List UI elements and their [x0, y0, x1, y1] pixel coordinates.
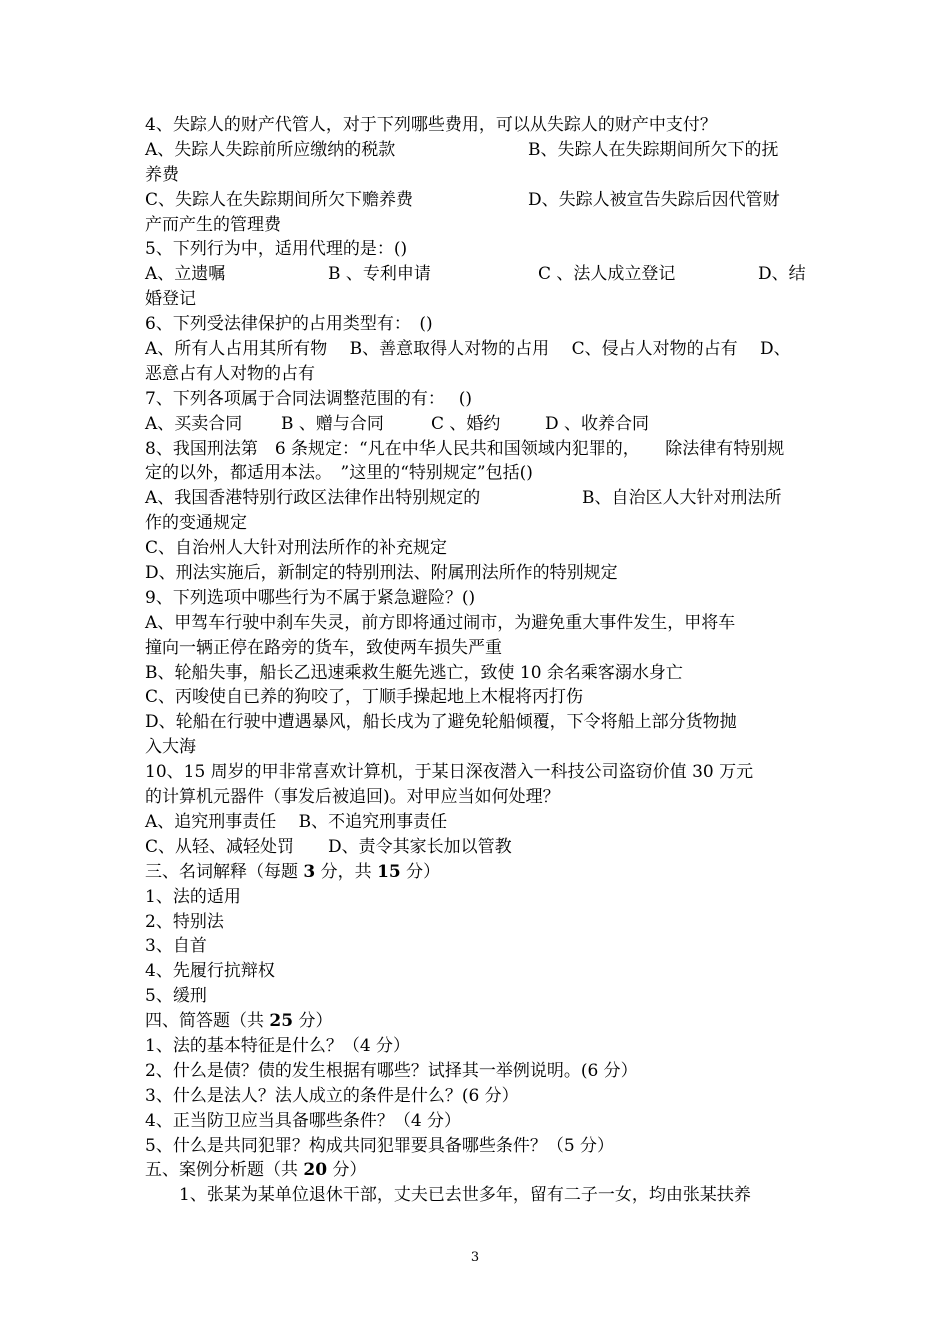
question-4-option-a: A、失踪人失踪前所应缴纳的税款 — [145, 139, 396, 160]
question-5-option-a: A、立遗嘱 — [145, 264, 226, 285]
question-7-option-c: C 、婚约 — [431, 413, 501, 434]
question-9-option-a-line1: A、甲驾车行驶中刹车失灵，前方即将通过闹市，为避免重大事件发生，甲将车 — [145, 612, 736, 633]
question-4-options-ab — [145, 138, 810, 163]
question-4-option-d: D、失踪人被宣告失踪后因代管财 — [528, 189, 780, 210]
question-6-options-line2: 恶意占有人对物的占有 — [145, 363, 315, 384]
question-9-option-d-line1: D、轮船在行驶中遭遇暴风，船长戌为了避免轮船倾覆，下令将船上部分货物抛 — [145, 712, 737, 733]
section-5-points-total: 20 — [303, 1160, 328, 1181]
question-9-option-c: C、丙唆使自已养的狗咬了，丁顺手操起地上木棍将丙打伤 — [145, 687, 584, 708]
question-10-stem-line1: 10、15 周岁的甲非常喜欢计算机，于某日深夜潜入一科技公司盗窃价值 30 万元 — [145, 762, 754, 783]
question-8-option-a: A、我国香港特别行政区法律作出特别规定的 — [145, 488, 481, 509]
section-3-item-4: 4、先履行抗辩权 — [145, 961, 275, 982]
question-5-option-d-cont: 婚登记 — [145, 289, 196, 310]
section-4-item-2: 2、什么是债？债的发生根据有哪些？试择其一举例说明。(6 分） — [145, 1060, 638, 1081]
section-4-title-post: 分） — [293, 1011, 333, 1032]
question-6-options-line1: A、所有人占用其所有物 B、善意取得人对物的占用 C、侵占人对物的占有 D、 — [145, 339, 791, 360]
section-4-title-pre: 四、简答题（共 — [145, 1011, 270, 1032]
question-8-stem-line1: 8、我国刑法第 6 条规定：“凡在中华人民共和国领域内犯罪的， 除法律有特别规 — [145, 438, 785, 459]
question-7-option-a: A、买卖合同 — [145, 413, 243, 434]
question-8-option-b-cont: 作的变通规定 — [145, 513, 247, 534]
question-7-option-b: B 、赠与合同 — [281, 413, 384, 434]
section-3-title-post: 分） — [400, 861, 441, 882]
page-number: 3 — [470, 1250, 480, 1265]
question-4-option-b: B、失踪人在失踪期间所欠下的抚 — [528, 139, 779, 160]
question-4-stem: 4、失踪人的财产代管人，对于下列哪些费用，可以从失踪人的财产中支付？ — [145, 115, 717, 135]
question-8-option-b: B、自治区人大针对刑法所 — [582, 488, 782, 509]
question-5-option-d: D、结 — [758, 264, 806, 285]
question-9-option-d-line2: 入大海 — [145, 737, 196, 758]
section-3-item-1: 1、法的适用 — [145, 886, 241, 907]
section-3-item-2: 2、特别法 — [145, 911, 224, 932]
section-4-item-1: 1、法的基本特征是什么？（4 分） — [145, 1035, 411, 1056]
question-4-option-b-cont: 养费 — [145, 164, 179, 185]
section-5-case-1: 1、张某为某单位退休干部，丈夫已去世多年，留有二子一女，均由张某扶养 — [179, 1185, 751, 1206]
question-8-stem-line2: 定的以外，都适用本法。 ”这里的“特别规定”包括() — [145, 463, 533, 484]
section-3-item-3: 3、自首 — [145, 936, 207, 957]
question-6-stem: 6、下列受法律保护的占用类型有： () — [145, 314, 433, 335]
question-8-option-d: D、刑法实施后，新制定的特别刑法、附属刑法所作的特别规定 — [145, 563, 618, 584]
question-10-options-ab: A、追究刑事责任 B、不追究刑事责任 — [145, 811, 448, 832]
question-9-option-b: B、轮船失事，船长乙迅速乘救生艇先逃亡，致使 10 余名乘客溺水身亡 — [145, 662, 683, 683]
section-3-title — [145, 860, 810, 885]
question-8-option-c: C、自治州人大针对刑法所作的补充规定 — [145, 538, 448, 559]
section-3-item-5: 5、缓刑 — [145, 986, 207, 1007]
question-5-options — [145, 262, 810, 287]
question-5-option-b: B 、专利申请 — [328, 264, 431, 285]
question-7-stem: 7、下列各项属于合同法调整范围的有： () — [145, 388, 472, 409]
question-10-options-cd: C、从轻、减轻处罚 D、责令其家长加以管教 — [145, 836, 512, 857]
section-4-points-total: 25 — [269, 1011, 294, 1032]
section-4-item-4: 4、正当防卫应当具备哪些条件？（4 分） — [145, 1110, 462, 1131]
document-body — [145, 113, 810, 1208]
section-4-title — [145, 1009, 810, 1034]
section-3-title-mid: 分，共 — [315, 861, 378, 882]
question-5-stem: 5、下列行为中，适用代理的是：() — [145, 239, 408, 260]
question-9-option-a-line2: 撞向一辆正停在路旁的货车，致使两车损失严重 — [145, 637, 502, 658]
section-3-points-each: 3 — [303, 861, 316, 882]
question-7-options — [145, 412, 810, 437]
question-9-stem: 9、下列选项中哪些行为不属于紧急避险？() — [145, 587, 476, 608]
section-3-points-total: 15 — [377, 861, 401, 882]
question-4-options-cd — [145, 188, 810, 213]
question-5-option-c: C 、法人成立登记 — [538, 264, 676, 285]
question-8-options-ab — [145, 486, 810, 511]
section-4-item-5: 5、什么是共同犯罪？构成共同犯罪要具备哪些条件？（5 分） — [145, 1135, 615, 1156]
section-5-title-post: 分） — [327, 1160, 367, 1181]
section-3-title-pre: 三、名词解释（每题 — [145, 861, 304, 882]
section-4-item-3: 3、什么是法人？法人成立的条件是什么？(6 分） — [145, 1085, 519, 1106]
question-4-option-c: C、失踪人在失踪期间所欠下赡养费 — [145, 189, 414, 210]
question-10-stem-line2: 的计算机元器件（事发后被追回)。对甲应当如何处理？ — [145, 787, 560, 808]
section-5-title — [145, 1158, 810, 1183]
question-7-option-d: D 、收养合同 — [545, 413, 650, 434]
section-5-title-pre: 五、案例分析题（共 — [145, 1160, 304, 1181]
question-4-option-d-cont: 产而产生的管理费 — [145, 214, 281, 235]
